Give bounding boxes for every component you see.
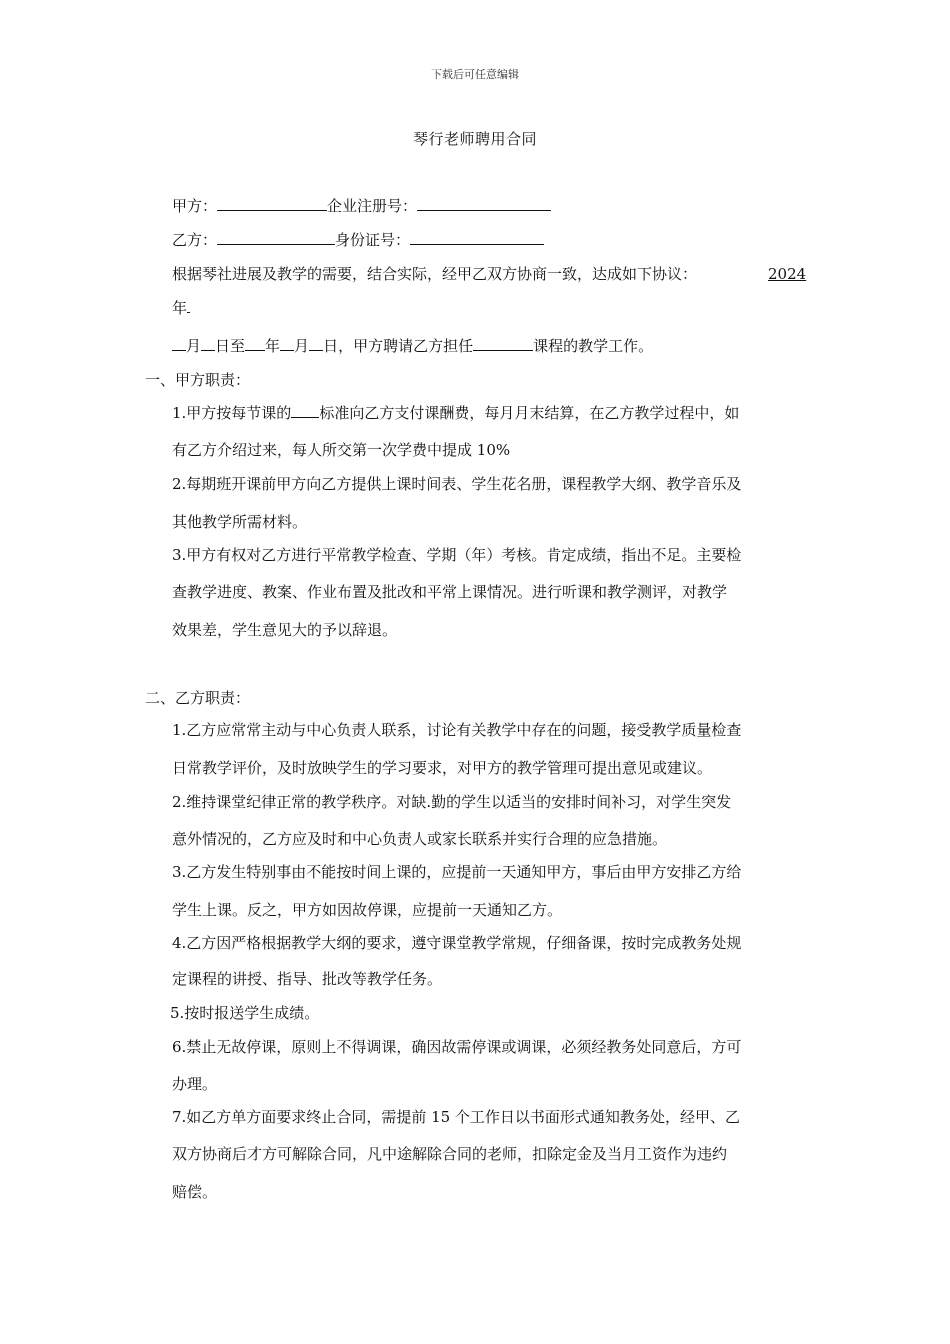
intro-line-1 <box>172 264 697 284</box>
s2-item6-line2: 办理。 <box>172 1075 218 1093</box>
s1-item3-line2: 查教学进度、教案、作业布置及批改和平常上课情况。进行听课和教学测评，对教学 <box>172 583 728 601</box>
s2-item4-line2: 定课程的讲授、指导、批改等教学任务。 <box>172 970 443 988</box>
s1-item1-b: 标准向乙方支付课酬费，每月月末结算，在乙方教学过程中，如 <box>319 404 740 422</box>
section-1-heading: 一、甲方职责： <box>145 371 251 389</box>
s2-item3-line2: 学生上课。反之，甲方如因故停课，应提前一天通知乙方。 <box>172 901 563 919</box>
s1-item2-line2: 其他教学所需材料。 <box>172 513 308 531</box>
party-a-line <box>172 196 551 216</box>
s1-item2-line1: 2.每期班开课前甲方向乙方提供上课时间表、学生花名册，课程教学大纲、教学音乐及 <box>172 475 742 493</box>
s2-item6-line1: 6.禁止无故停课，原则上不得调课，确因故需停课或调课，必须经教务处同意后，方可 <box>172 1038 742 1056</box>
s2-item3-line1: 3.乙方发生特别事由不能按时间上课的，应提前一天通知甲方，事后由甲方安排乙方给 <box>172 863 742 881</box>
intro-course-text: 课程的教学工作。 <box>533 337 654 355</box>
party-b-blank <box>217 230 335 245</box>
party-a-reg-blank <box>417 196 551 211</box>
month-blank-2 <box>280 336 294 351</box>
intro-year-blank <box>187 298 190 313</box>
day-blank-1 <box>201 336 215 351</box>
s2-item1-line2: 日常教学评价，及时放映学生的学习要求，对甲方的教学管理可提出意见或建议。 <box>172 759 713 777</box>
s2-item4-line1: 4.乙方因严格根据教学大纲的要求，遵守课堂教学常规，仔细备课，按时完成教务处规 <box>172 934 742 952</box>
intro-year-suffix: 年 <box>172 299 188 317</box>
s1-item1-line2: 有乙方介绍过来，每人所交第一次学费中提成 10% <box>172 441 511 459</box>
header-note: 下载后可任意编辑 <box>431 68 519 81</box>
section-2-heading: 二、乙方职责： <box>145 689 251 707</box>
party-b-line <box>172 230 544 250</box>
intro-year-2: 年 <box>265 337 281 355</box>
s2-item1-line1: 1.乙方应常常主动与中心负责人联系，讨论有关教学中存在的问题，接受教学质量检查 <box>172 721 742 739</box>
year-blank-2 <box>245 336 265 351</box>
intro-engage-text: 日，甲方聘请乙方担任 <box>323 337 474 355</box>
month-blank-1 <box>172 336 186 351</box>
s2-item2-line2: 意外情况的，乙方应及时和中心负责人或家长联系并实行合理的应急措施。 <box>172 830 668 848</box>
intro-line-2 <box>172 298 190 318</box>
intro-line-3 <box>172 336 653 356</box>
course-blank <box>473 336 533 351</box>
intro-year: 2024 <box>768 265 807 283</box>
s1-item1-a: 1.甲方按每节课的 <box>172 404 292 422</box>
party-b-id-blank <box>410 230 544 245</box>
party-a-reg-label: 企业注册号： <box>327 197 418 215</box>
intro-month-2: 月 <box>294 337 310 355</box>
s2-item7-line3: 赔偿。 <box>172 1183 218 1201</box>
fee-blank <box>291 403 319 418</box>
s2-item7-line2: 双方协商后才方可解除合同，凡中途解除合同的老师，扣除定金及当月工资作为违约 <box>172 1145 728 1163</box>
s2-item2-line1: 2.维持课堂纪律正常的教学秩序。对缺.勤的学生以适当的安排时间补习，对学生突发 <box>172 793 732 811</box>
intro-text: 根据琴社进展及教学的需要，结合实际，经甲乙双方协商一致，达成如下协议： <box>172 265 698 283</box>
page-title: 琴行老师聘用合同 <box>412 130 537 148</box>
party-b-id-label: 身份证号： <box>335 231 411 249</box>
s2-item5-line1: 5.按时报送学生成绩。 <box>170 1004 320 1022</box>
day-blank-2 <box>309 336 323 351</box>
intro-month-1: 月 <box>186 337 202 355</box>
s1-item1-line1 <box>172 403 739 423</box>
party-a-blank <box>217 196 327 211</box>
s1-item3-line3: 效果差，学生意见大的予以辞退。 <box>172 621 398 639</box>
s1-item3-line1: 3.甲方有权对乙方进行平常教学检查、学期（年）考核。肯定成绩，指出不足。主要检 <box>172 546 742 564</box>
intro-day-to: 日至 <box>215 337 246 355</box>
s2-item7-line1: 7.如乙方单方面要求终止合同，需提前 15 个工作日以书面形式通知教务处，经甲、乙 <box>172 1108 740 1126</box>
party-a-label: 甲方： <box>172 197 218 215</box>
party-b-label: 乙方： <box>172 231 218 249</box>
